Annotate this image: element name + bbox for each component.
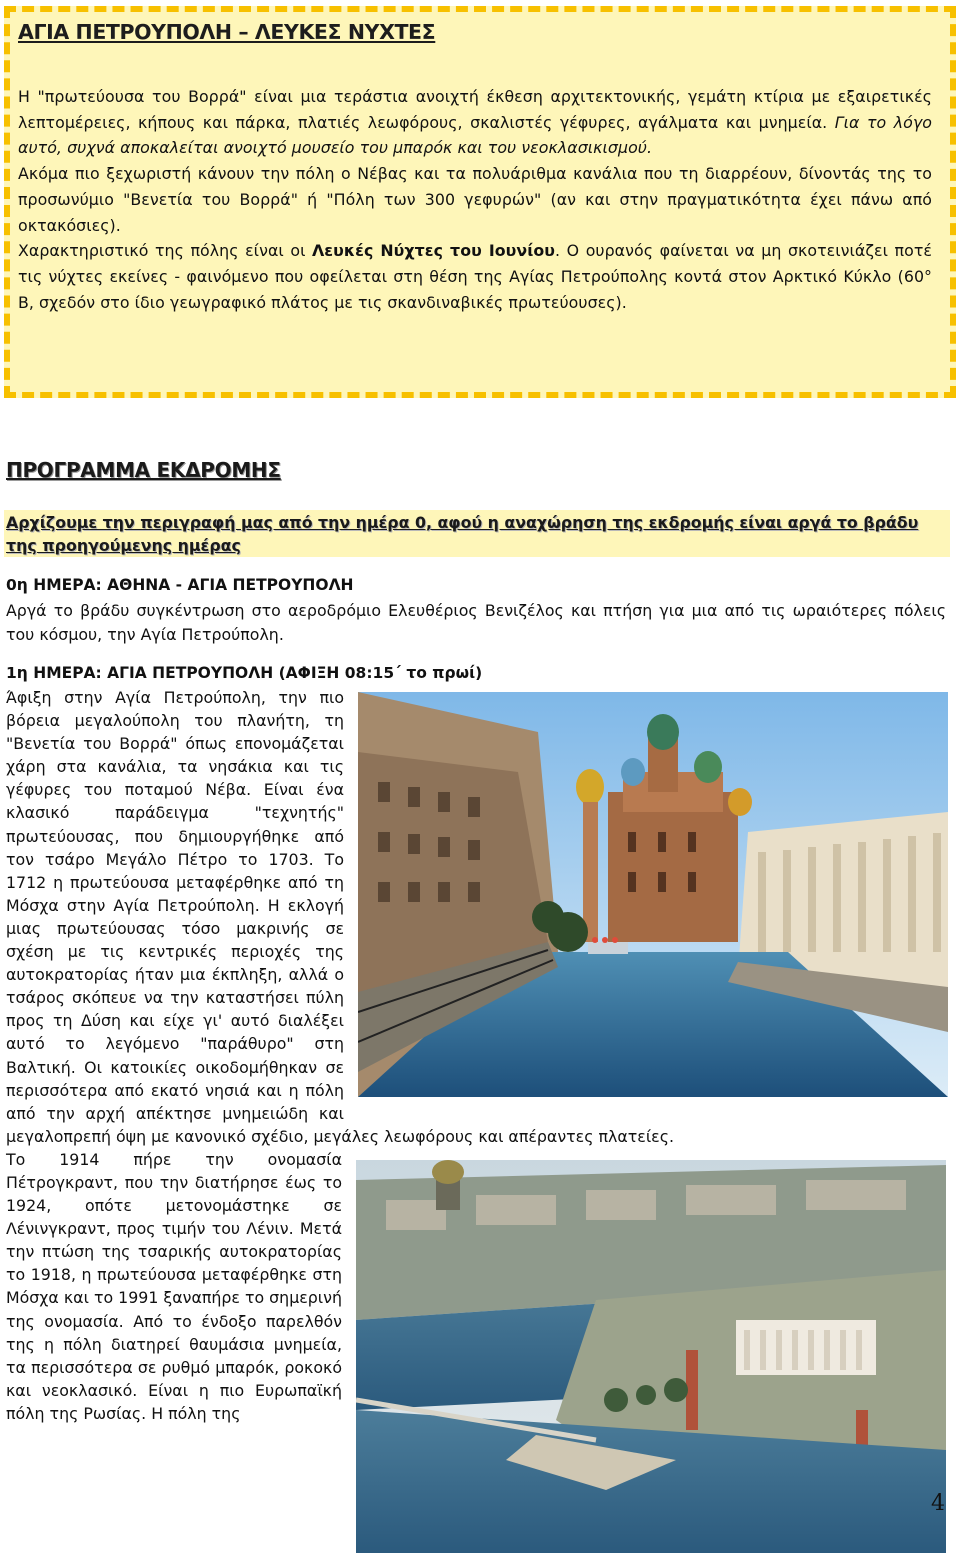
intro-text-italic: Για το λόγο αυτό, συχνά αποκαλείται ανοιχτό μουσείο του μπαρόκ και του νεοκλασικισμού. [18, 112, 932, 158]
intro-paragraph-2: Ακόμα πιο ξεχωριστή κάνουν την πόλη ο Νέβας και τα πολυάριθμα κανάλια που τη διαρρέουν, δίνοντάς της το προσωνύμιο "Βενετία του Βορρά" ή "Πόλη των 300 γεφυρών" (αν και στην πραγματικότητα έχει πάνω από οκτακόσιες). [18, 164, 932, 235]
aerial-city-photo [356, 1160, 946, 1553]
day1-title: 1η ΗΜΕΡΑ: ΑΓΙΑ ΠΕΤΡΟΥΠΟΛΗ (ΑΦΙΞΗ 08:15΄ το πρωί) [6, 664, 483, 682]
white-nights-rest: . Ο ουρανός φαίνεται να μη σκοτεινιάζει ποτέ τις νύχτες εκείνες - φαινόμενο που οφείλεται στη θέση της Αγίας Πετρούπολης κοντά στον Αρκτικό Κύκλο (60° Β, σχεδόν στο ίδιο γεωγραφικό πλάτος με τις σκανδιναβικές πρωτεύουσες). [18, 241, 932, 312]
white-nights-bold: Λευκές Νύχτες του Ιουνίου [312, 241, 556, 261]
day0-text: Αργά το βράδυ συγκέντρωση στο αεροδρόμιο Ελευθέριος Βενιζέλος και πτήση για μια από τις ωραιότερες πόλεις του κόσμου, την Αγία Πετρούπολη. [6, 601, 946, 644]
program-heading: ΠΡΟΓΡΑΜΜΑ ΕΚΔΡΟΜΗΣ [6, 458, 281, 482]
canal-church-photo [358, 692, 948, 1097]
day1-description [6, 686, 948, 1553]
intro-paragraph-1 [18, 84, 932, 161]
day1-text-part1: Άφιξη στην Αγία Πετρούπολη, την πιο βόρεια μεγαλούπολη του πλανήτη, τη "Βενετία του Βορρά" όπως επονομάζεται χάρη στα κανάλια, τα νησάκια και τις γέφυρες του ποταμού Νέβα. Είναι ένα κλασικό παράδειγμα "τεχνητής" πρωτεύουσας, που δημιουργήθηκε από τον τσάρο Μεγάλο Πέτρο το 1703. Το 1712 η πρωτεύουσα μεταφέρθηκε από τη Μόσχα στην Αγία Πετρούπολη. Η εκλογή μιας πρωτεύουσας τόσο μακρινής σε σχέση με τις κεντρικές περιοχές της αυτοκρατορίας ήταν μια έκπληξη, αλλά ο τσάρος σκόπευε να την καταστήσει πύλη προς τη Δύση και είχε γι' αυτό διαλέξει αυτό το λεγόμενο "παράθυρο" στη Βαλτική. Οι κατοικίες οικοδομήθηκαν σε περισσότερα από εκατό νησιά και η πόλη από την αρχή απέκτησε μνημειώδη και μεγαλοπρεπή όψη με κανονικό σχέδιο, μεγάλες λεωφόρους και απέραντες πλατείες. [6, 688, 674, 1146]
intro-text [18, 84, 932, 315]
day0-title: 0η ΗΜΕΡΑ: ΑΘΗΝΑ - ΑΓΙΑ ΠΕΤΡΟΥΠΟΛΗ [6, 576, 354, 594]
program-intro: Αρχίζουμε την περιγραφή μας από την ημέρα 0, αφού η αναχώρηση της εκδρομής είναι αργά το βράδυ της προηγούμενης ημέρας [4, 510, 950, 557]
day1-text-part2: Το 1914 πήρε την ονομασία Πέτρογκραντ, που την διατήρησε έως το 1924, οπότε μετονομάστηκε σε Λένινγκραντ, προς τιμήν του Λένιν. Μετά την πτώση της τσαρικής αυτοκρατορίας το 1918, η πρωτεύουσα μεταφέρθηκε στη Μόσχα και το 1991 ξαναπήρε το σημερινή της ονομασία. Από το ένδοξο παρελθόν της η πόλη διατηρεί θαυμάσια μνημεία, τα περισσότερα σε ρυθμό μπαρόκ, ροκοκό και νεοκλασικό. Είναι η πιο Ευρωπαϊκή πόλη της Ρωσίας. Η πόλη της [6, 1149, 342, 1423]
intro-paragraph-3 [18, 238, 932, 315]
intro-text-plain: Η "πρωτεύουσα του Βορρά" είναι μια τεράστια ανοιχτή έκθεση αρχιτεκτονικής, γεμάτη κτίρια με εξαιρετικές λεπτομέρειες, κήπους και πάρκα, πλατιές λεωφόρους, σκαλιστές γέφυρες, αγάλματα και μνημεία. [18, 87, 932, 132]
section-title: ΑΓΙΑ ΠΕΤΡΟΥΠΟΛΗ – ΛΕΥΚΕΣ ΝΥΧΤΕΣ [18, 20, 436, 44]
white-nights-lead: Χαρακτηριστικό της πόλης είναι οι [18, 241, 313, 261]
page-number: 4 [931, 1491, 945, 1516]
